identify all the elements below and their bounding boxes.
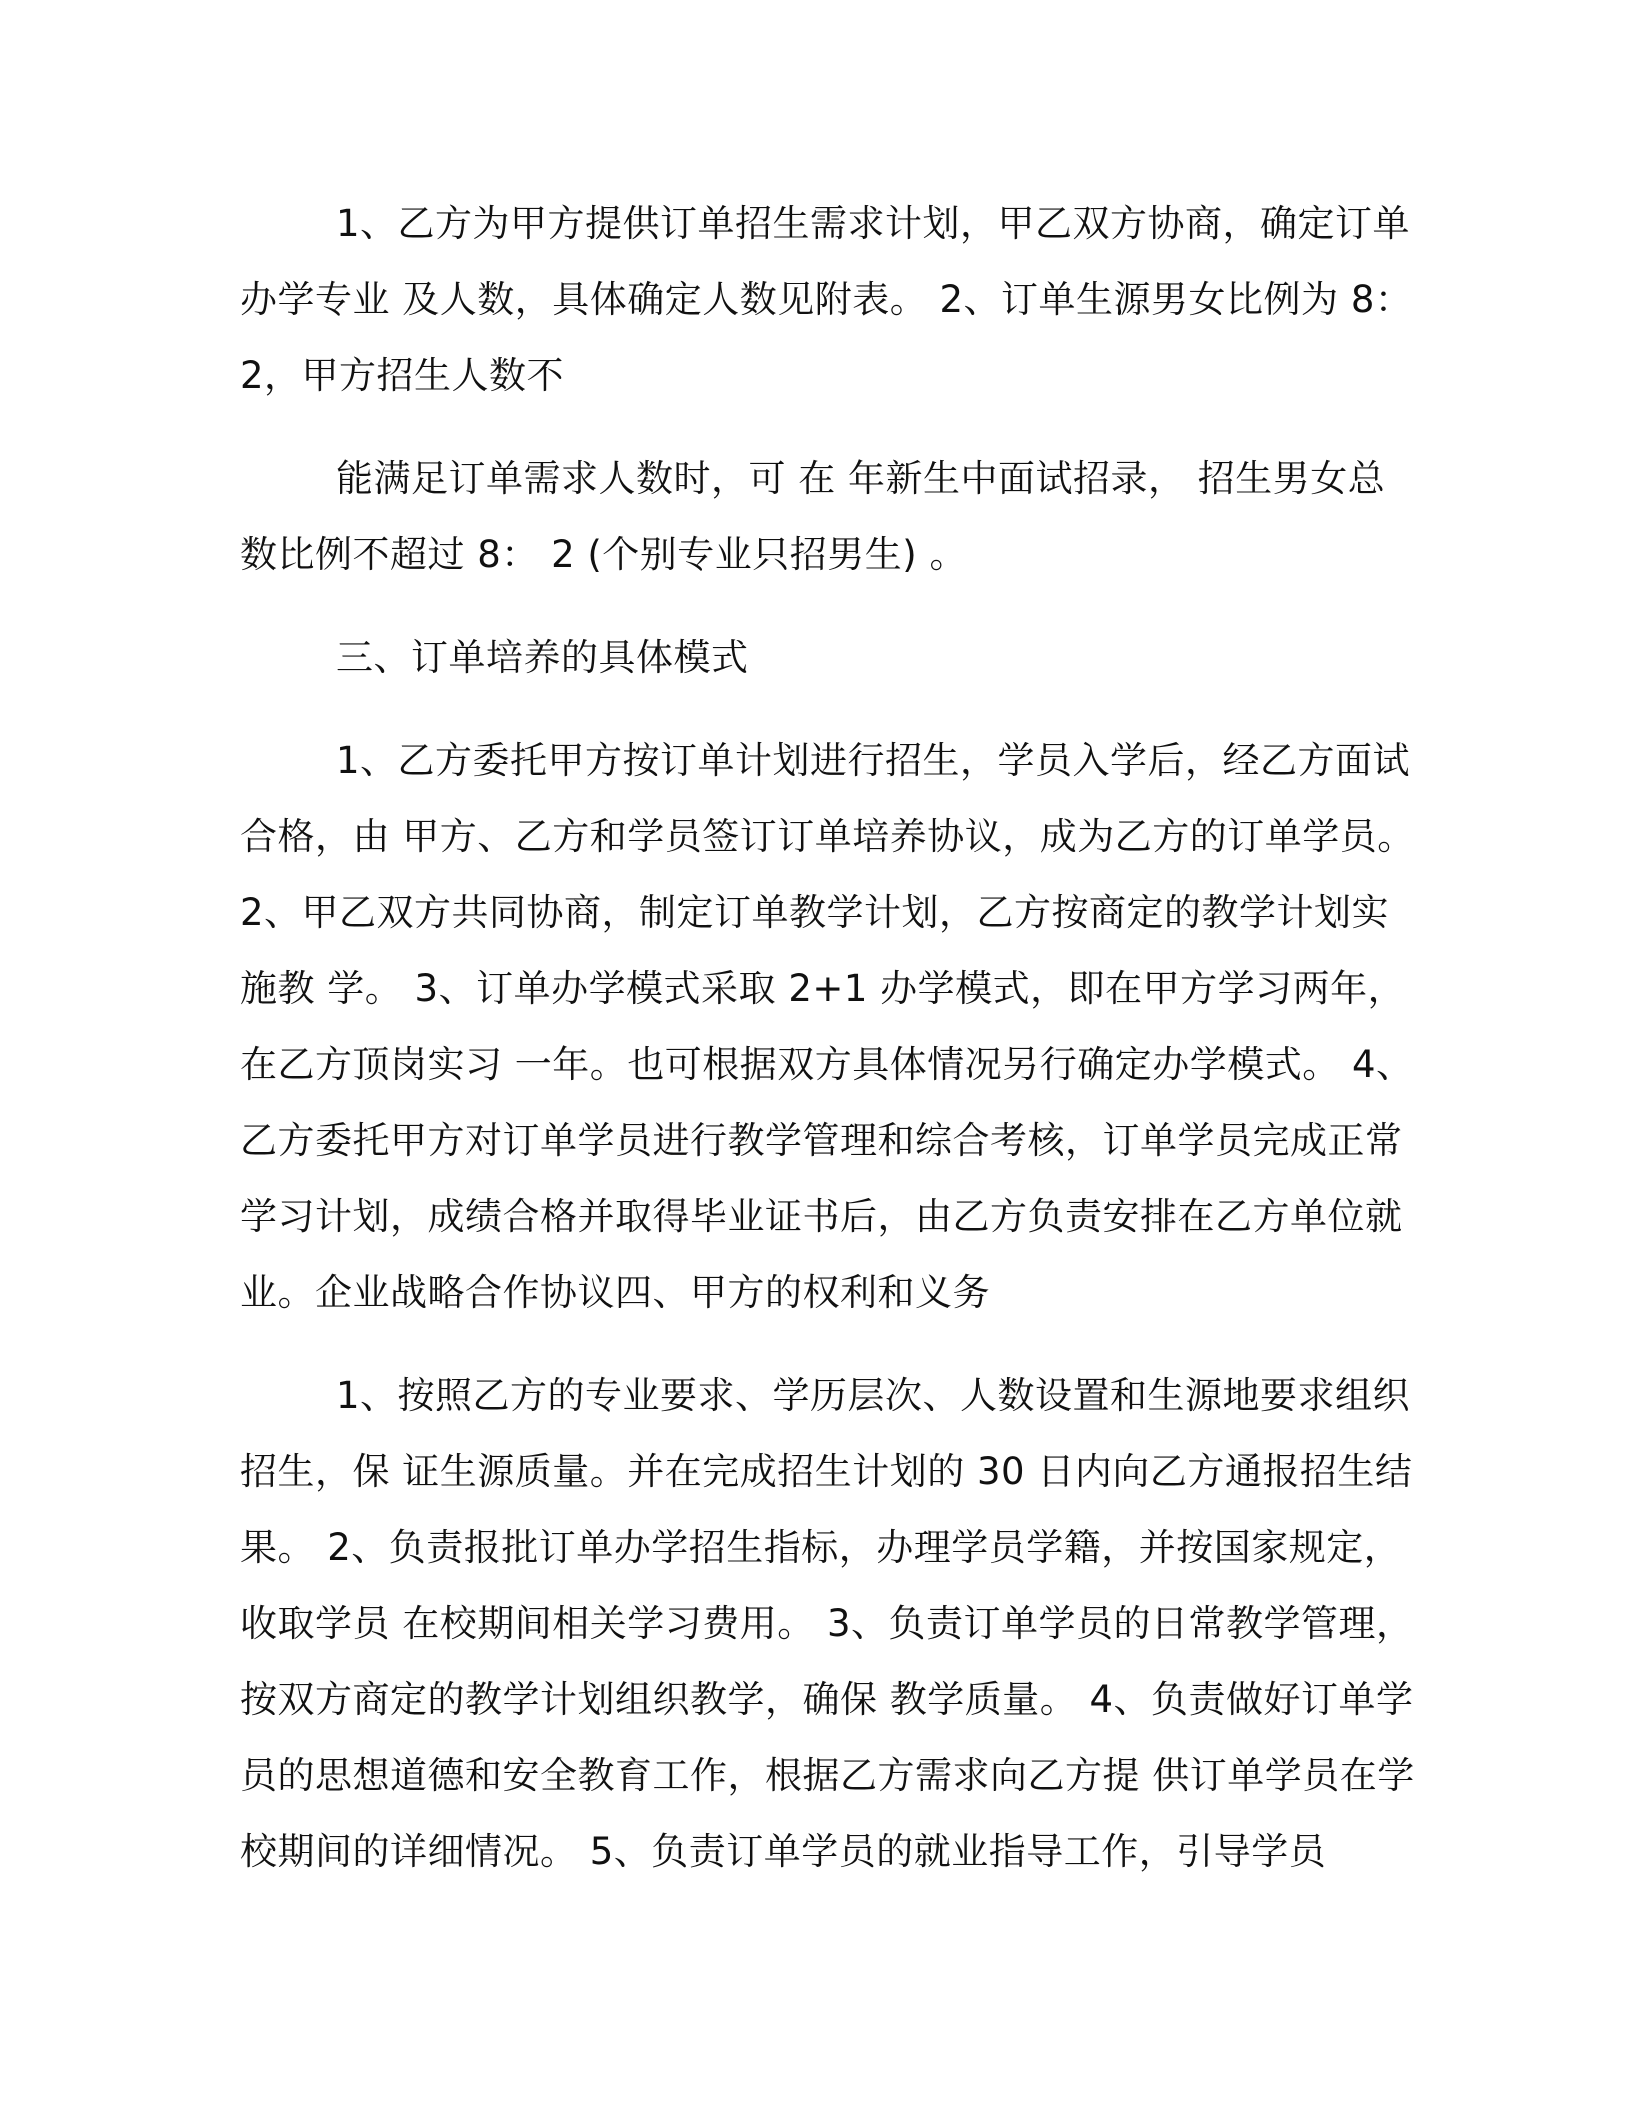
paragraph-enrollment-plan: 1、乙方为甲方提供订单招生需求计划，甲乙双方协商，确定订单办学专业 及人数，具体确定人数见附表。 2、订单生源男女比例为 8：2，甲方招生人数不 [240, 202, 1413, 397]
document-page [240, 186, 1415, 1890]
paragraph-party-a-duties: 1、按照乙方的专业要求、学历层次、人数设置和生源地要求组织招生，保 证生源质量。并在完成招生计划的 30 日内向乙方通报招生结果。 2、负责报批订单办学招生指标，办理学员学籍，并按国家规定，收取学员 在校期间相关学习费用。 3、负责订单学员的日常教学管理，按双方商定的教学计划组织教学，确保 教学质量。 4、负责做好订单学员的思想道德和安全教育工作，根据乙方需求向乙方提 供订单学员在学校期间的详细情况。 5、负责订单学员的就业指导工作，引导学员 [240, 1374, 1415, 1873]
paragraph-gender-ratio: 能满足订单需求人数时，可 在 年新生中面试招录， 招生男女总数比例不超过 8： 2 (个别专业只招男生) 。 [240, 457, 1386, 576]
paragraph-training-mode: 1、乙方委托甲方按订单计划进行招生，学员入学后，经乙方面试合格，由 甲方、乙方和学员签订订单培养协议，成为乙方的订单学员。 2、甲乙双方共同协商，制定订单教学计划，乙方按商定的教学计划实施教 学。 3、订单办学模式采取 2+1 办学模式，即在甲方学习两年，在乙方顶岗实习 一年。也可根据双方具体情况另行确定办学模式。 4、乙方委托甲方对订单学员进行教学管理和综合考核，订单学员完成正常 学习计划，成绩合格并取得毕业证书后，由乙方负责安排在乙方单位就业。企业战略合作协议四、甲方的权利和义务 [240, 739, 1415, 1314]
section-heading-training-mode: 三、订单培养的具体模式 [336, 636, 749, 679]
